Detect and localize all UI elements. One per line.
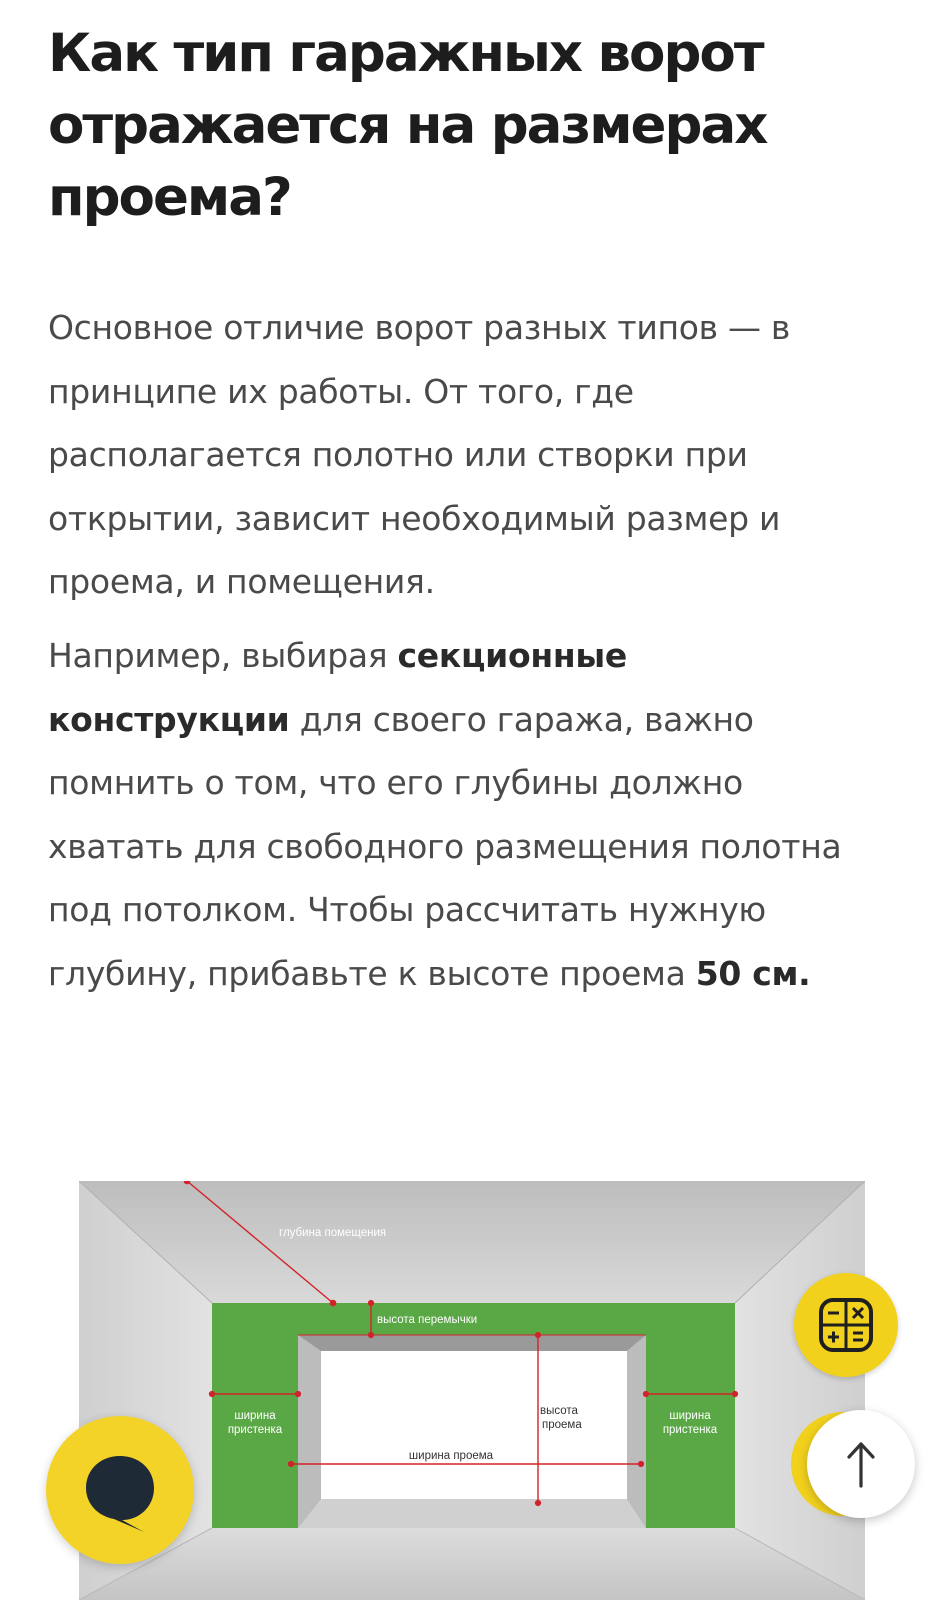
calculator-icon	[794, 1273, 898, 1377]
label-left-pier-2: пристенка	[227, 1424, 283, 1436]
article-paragraph-sectional	[48, 624, 868, 1005]
label-room-depth: глубина помещения	[279, 1227, 387, 1239]
floor	[79, 1528, 865, 1600]
arrow-up-icon	[807, 1410, 915, 1518]
ceiling	[79, 1181, 865, 1303]
garage-opening-diagram	[79, 1181, 865, 1600]
label-opening-height-2: проема	[542, 1419, 582, 1431]
diagram-svg	[79, 1181, 865, 1600]
label-opening-width: ширина проема	[408, 1450, 494, 1462]
chat-button[interactable]	[46, 1416, 194, 1564]
scroll-up-button[interactable]	[807, 1410, 915, 1518]
article-title: Как тип гаражных ворот отражается на размерах проема?	[48, 23, 767, 228]
paragraph-bold-depth-value: 50 см.	[695, 953, 811, 993]
chat-bubble-icon	[46, 1416, 194, 1564]
calculator-button[interactable]	[794, 1273, 898, 1377]
paragraph-bold-sectional: секционные конструкции	[48, 636, 627, 739]
article-paragraph-intro: Основное отличие ворот разных типов — в принципе их работы. От того, где располагается полотно или створки при открытии, зависит необходимый размер и проема, и помещения.	[48, 308, 791, 601]
label-opening-height-1: высота	[540, 1405, 578, 1417]
label-right-pier-2: пристенка	[662, 1424, 718, 1436]
paragraph-text: Например, выбирая	[48, 636, 398, 675]
label-left-pier-1: ширина	[234, 1410, 276, 1422]
label-lintel-height: высота перемычки	[377, 1314, 478, 1326]
label-right-pier-1: ширина	[669, 1410, 711, 1422]
paragraph-text: для своего гаража, важно помнить о том, что его глубины должно хватать для свободного размещения полотна под потолком. Чтобы рассчитать нужную глубину, прибавьте к высоте проема	[48, 699, 842, 993]
